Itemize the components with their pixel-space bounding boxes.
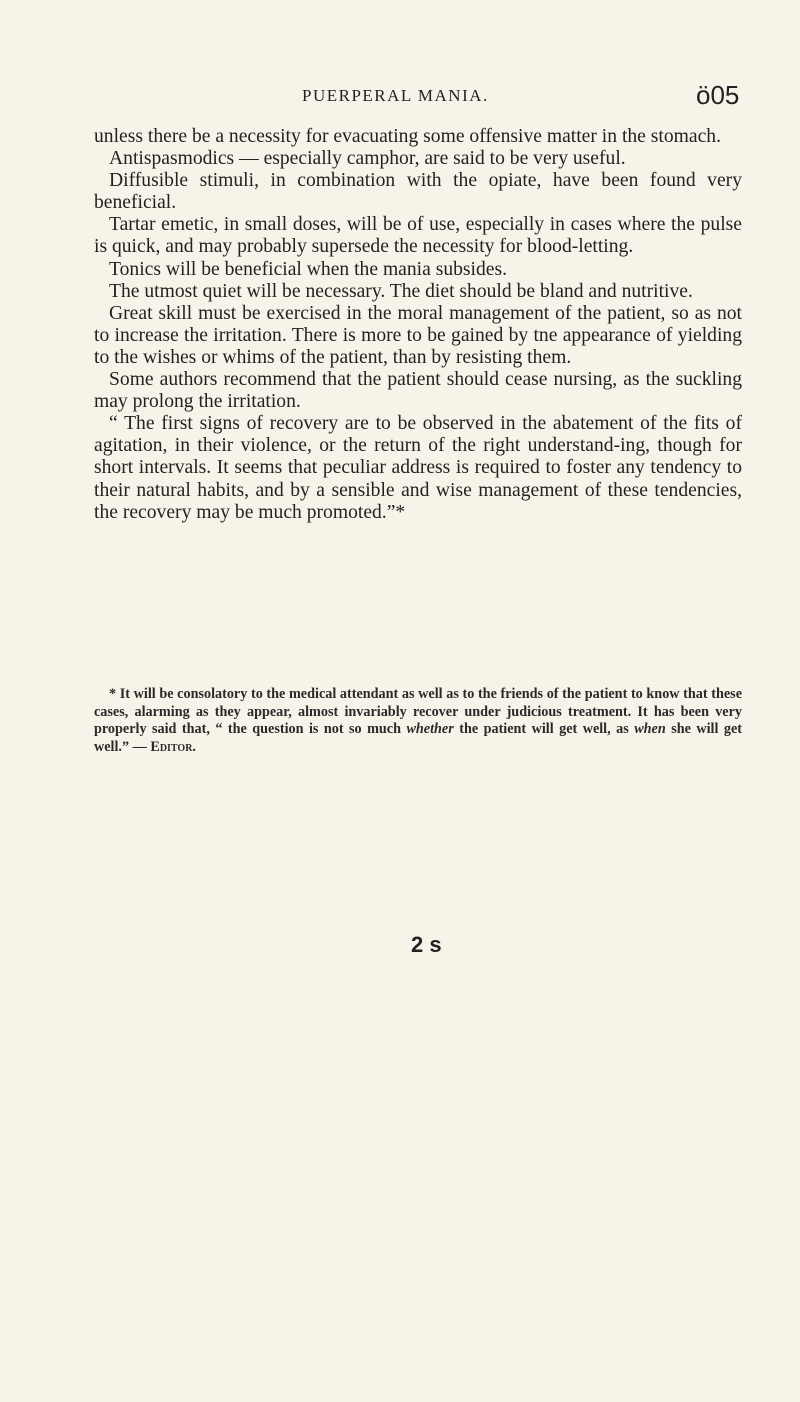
footnote-text: [94, 686, 742, 756]
paragraph: The utmost quiet will be necessary. The diet should be bland and nutritive.: [109, 280, 693, 302]
footnote-attribution: Editor.: [150, 738, 196, 755]
paragraph: Great skill must be exercised in the moral management of the patient, so as not to increase the irritation. There is more to be gained by tne appearance of yielding to the wishes or whims of the patient, than by resisting them.: [94, 302, 742, 368]
footnote-part: the patient will get well, as: [453, 721, 635, 738]
footnote-emphasis: whether: [406, 721, 454, 738]
paragraph: Antispasmodics — especially camphor, are said to be very useful.: [109, 148, 626, 170]
paragraph: Diffusible stimuli, in combination with the opiate, have been found very beneficial.: [94, 170, 742, 214]
paragraph: Some authors recommend that the patient should cease nursing, as the suckling may prolong the irritation.: [94, 369, 742, 413]
paragraph: “ The first signs of recovery are to be observed in the abatement of the fits of agitation, in their violence, or the return of the right understand-ing, though for short intervals. It seems that peculiar address is required to foster any tendency to their natural habits, and by a sensible and wise management of these tendencies, the recovery may be much promoted.”*: [94, 413, 742, 523]
paragraph: unless there be a necessity for evacuating some offensive matter in the stomach.: [94, 126, 721, 147]
running-title: PUERPERAL MANIA.: [302, 86, 489, 105]
body-text: [94, 126, 742, 524]
footnote-part: she will get well.” —: [94, 721, 742, 755]
paragraph: Tonics will be beneficial when the mania subsides.: [109, 258, 508, 280]
page-number: ö05: [696, 80, 740, 110]
footnote-part: * It will be consolatory to the medical attendant as well as to the friends of the patient to know that these cases, alarming as they appear, almost invariably recover under judicious treatment. It has been very properly said that, “ the question is not so much: [94, 686, 742, 738]
footnote-emphasis: when: [634, 721, 666, 738]
signature-mark: 2 s: [411, 932, 442, 957]
running-header: [0, 80, 800, 110]
footnote: [94, 686, 742, 756]
paragraph: Tartar emetic, in small doses, will be of use, especially in cases where the pulse is quick, and may probably supersede the necessity for blood-letting.: [94, 214, 742, 258]
